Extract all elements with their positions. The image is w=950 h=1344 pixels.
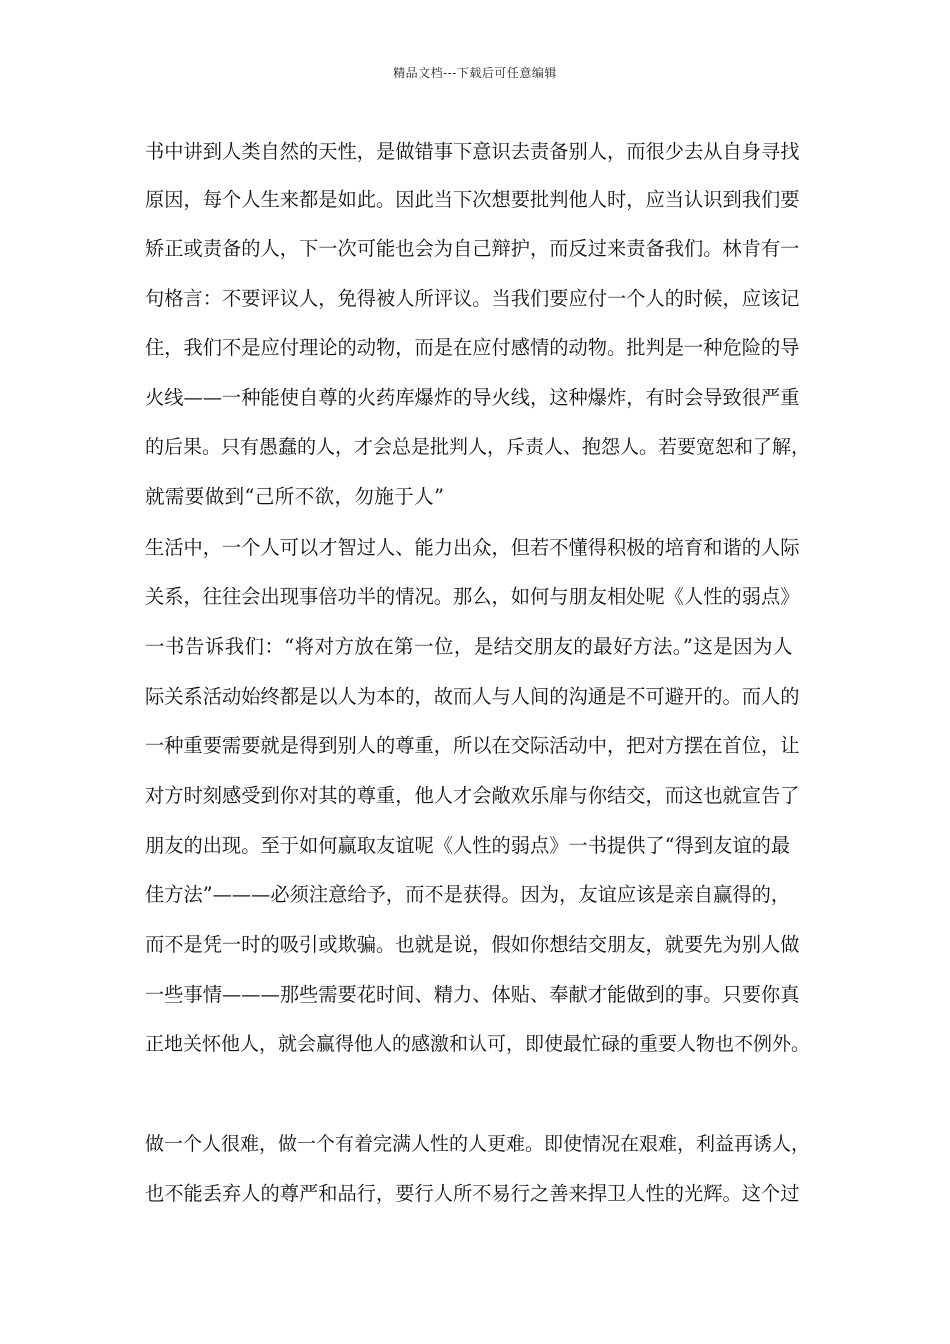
text-line: 而不是凭一时的吸引或欺骗。也就是说，假如你想结交朋友，就要先为别人做 xyxy=(145,933,800,956)
text-line: 的后果。只有愚蠢的人，才会总是批判人，斥责人、抱怨人。若要宽恕和了解， xyxy=(145,436,810,458)
text-line: 就需要做到“己所不欲，勿施于人” xyxy=(145,485,445,508)
text-line: 一种重要需要就是得到别人的尊重，所以在交际活动中，把对方摆在首位，让 xyxy=(145,734,800,757)
text-line: 对方时刻感受到你对其的尊重，他人才会敞欢乐扉与你结交，而这也就宣告了 xyxy=(145,784,800,807)
text-line: 生活中，一个人可以才智过人、能力出众，但若不懂得积极的培育和谐的人际 xyxy=(145,536,800,559)
text-line: 佳方法”———必须注意给予，而不是获得。因为，友谊应该是亲自赢得的， xyxy=(145,883,791,906)
text-line: 矫正或责备的人，下一次可能也会为自己辩护，而反过来责备我们。林肯有一 xyxy=(145,237,800,260)
text-line: 火线——一种能使自尊的火药库爆炸的导火线，这种爆炸，有时会导致很严重 xyxy=(145,386,800,409)
text-line: 原因，每个人生来都是如此。因此当下次想要批判他人时，应当认识到我们要 xyxy=(145,188,800,211)
text-line: 际关系活动始终都是以人为本的，故而人与人间的沟通是不可避开的。而人的 xyxy=(145,685,800,708)
text-line: 一些事情———那些需要花时间、精力、体贴、奉献才能做到的事。只要你真 xyxy=(145,983,800,1006)
text-line: 一书告诉我们：“将对方放在第一位，是结交朋友的最好方法。”这是因为人 xyxy=(145,635,793,658)
text-line: 句格言：不要评议人，免得被人所评议。当我们要应付一个人的时候，应该记 xyxy=(145,287,800,310)
text-line: 住，我们不是应付理论的动物，而是在应付感情的动物。批判是一种危险的导 xyxy=(145,336,800,359)
text-line: 关系，往往会出现事倍功半的情况。那么，如何与朋友相处呢《人性的弱点》 xyxy=(145,585,800,608)
text-line: 正地关怀他人，就会赢得他人的感激和认可，即使最忙碌的重要人物也不例外。 xyxy=(145,1033,810,1055)
text-line: 也不能丢弃人的尊严和品行，要行人所不易行之善来捍卫人性的光辉。这个过 xyxy=(145,1182,800,1205)
text-line: 书中讲到人类自然的天性，是做错事下意识去责备别人，而很少去从自身寻找 xyxy=(145,140,800,163)
page-header: 精品文档---下载后可任意编辑 xyxy=(393,66,557,80)
text-line: 做一个人很难，做一个有着完满人性的人更难。即使情况在艰难，利益再诱人， xyxy=(145,1133,810,1155)
text-line: 朋友的出现。至于如何赢取友谊呢《人性的弱点》一书提供了“得到友谊的最 xyxy=(145,834,791,857)
